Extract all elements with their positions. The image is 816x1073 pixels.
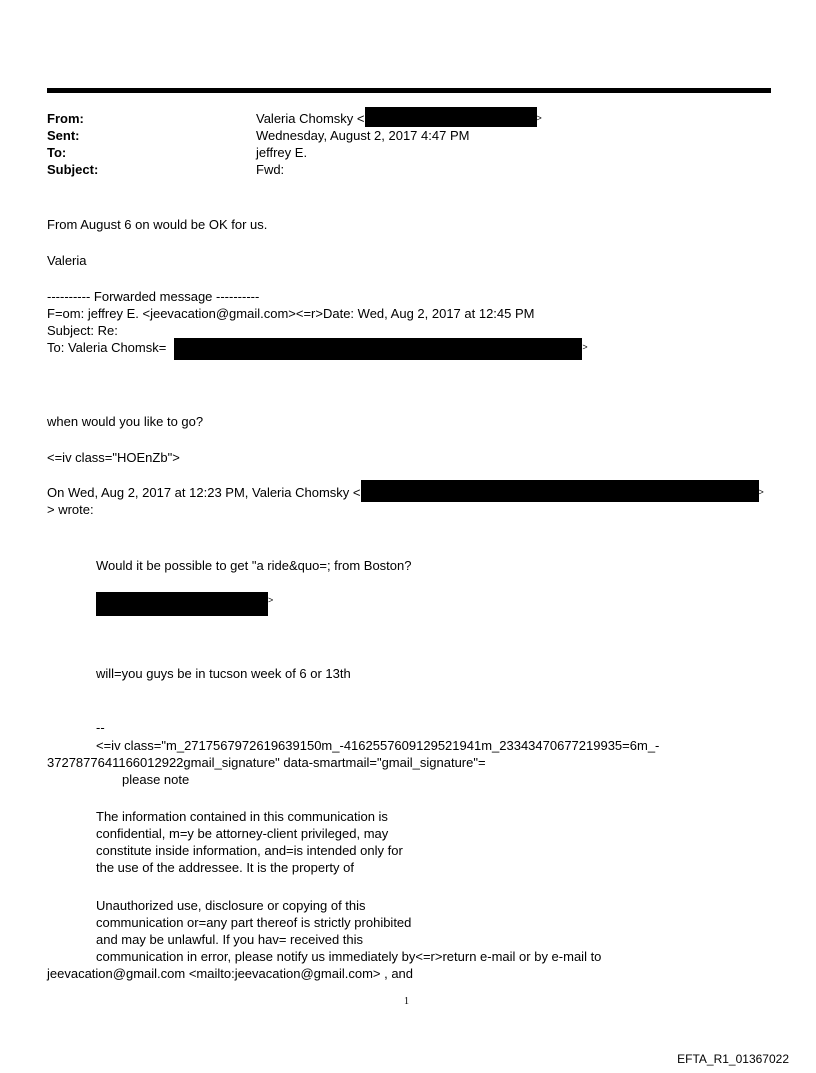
page-number: 1 <box>404 996 409 1007</box>
forward-subject: Subject: Re: <box>47 323 118 338</box>
redaction-box <box>361 480 759 502</box>
subject-label: Subject: <box>47 162 99 177</box>
ride-question: Would it be possible to get "a ride&quo=; from Boston? <box>96 558 412 573</box>
unauthorized-line-3: and may be unlawful. If you hav= received this <box>96 932 364 947</box>
on-wrote-line <box>47 484 764 502</box>
forward-header: ---------- Forwarded message ---------- <box>47 289 260 304</box>
sig-div-line-2: 3727877641166012922gmail_signature" data-smartmail="gmail_signature"= <box>47 755 486 770</box>
question-line: when would you like to go? <box>47 414 204 429</box>
redacted-close-angle: > <box>268 595 274 605</box>
unauthorized-line-1: Unauthorized use, disclosure or copying of this <box>96 898 366 913</box>
redacted-line <box>96 592 273 616</box>
forward-to-text: To: Valeria Chomsk= <box>47 340 167 355</box>
div-tag-line: <=iv class="HOEnZb"> <box>47 450 180 465</box>
unauthorized-line-4: communication in error, please notify us immediately by<=r>return e-mail or by e-mail to <box>96 949 602 964</box>
wrote-line: > wrote: <box>47 502 94 517</box>
confidential-line-1: The information contained in this communication is <box>96 809 388 824</box>
from-close-angle: > <box>536 113 542 123</box>
document-id: EFTA_R1_01367022 <box>677 1052 789 1066</box>
sent-value: Wednesday, August 2, 2017 4:47 PM <box>256 128 470 143</box>
unauthorized-line-2: communication or=any part thereof is strictly prohibited <box>96 915 412 930</box>
forward-from: F=om: jeffrey E. <jeevacation@gmail.com><=r>Date: Wed, Aug 2, 2017 at 12:45 PM <box>47 306 535 321</box>
redaction-box <box>96 592 268 616</box>
subject-value: Fwd: <box>256 162 285 177</box>
to-value: jeffrey E. <box>256 145 308 160</box>
confidential-line-4: the use of the addressee. It is the property of <box>96 860 354 875</box>
confidential-line-3: constitute inside information, and=is intended only for <box>96 843 403 858</box>
from-sender: Valeria Chomsky < <box>256 111 365 126</box>
redaction-box <box>174 338 582 360</box>
redaction-box <box>365 107 537 127</box>
from-value <box>256 110 542 127</box>
body-line-2: Valeria <box>47 253 87 268</box>
forward-to <box>47 339 588 360</box>
from-label: From: <box>47 111 84 126</box>
tucson-line: will=you guys be in tucson week of 6 or 13th <box>96 666 351 681</box>
forward-to-close-angle: > <box>582 342 588 352</box>
unauthorized-line-5: jeevacation@gmail.com <mailto:jeevacation@gmail.com> , and <box>47 966 414 981</box>
please-note: please note <box>122 772 190 787</box>
header-rule <box>47 88 771 93</box>
on-wrote-close-angle: > <box>758 487 764 497</box>
sig-dashes: -- <box>96 720 105 735</box>
sig-div-line-1: <=iv class="m_2717567972619639150m_-4162557609129521941m_23343470677219935=6m_- <box>96 738 660 753</box>
confidential-line-2: confidential, m=y be attorney-client privileged, may <box>96 826 389 841</box>
body-line-1: From August 6 on would be OK for us. <box>47 217 268 232</box>
sent-label: Sent: <box>47 128 80 143</box>
to-label: To: <box>47 145 67 160</box>
on-wrote-text: On Wed, Aug 2, 2017 at 12:23 PM, Valeria Chomsky < <box>47 485 361 500</box>
